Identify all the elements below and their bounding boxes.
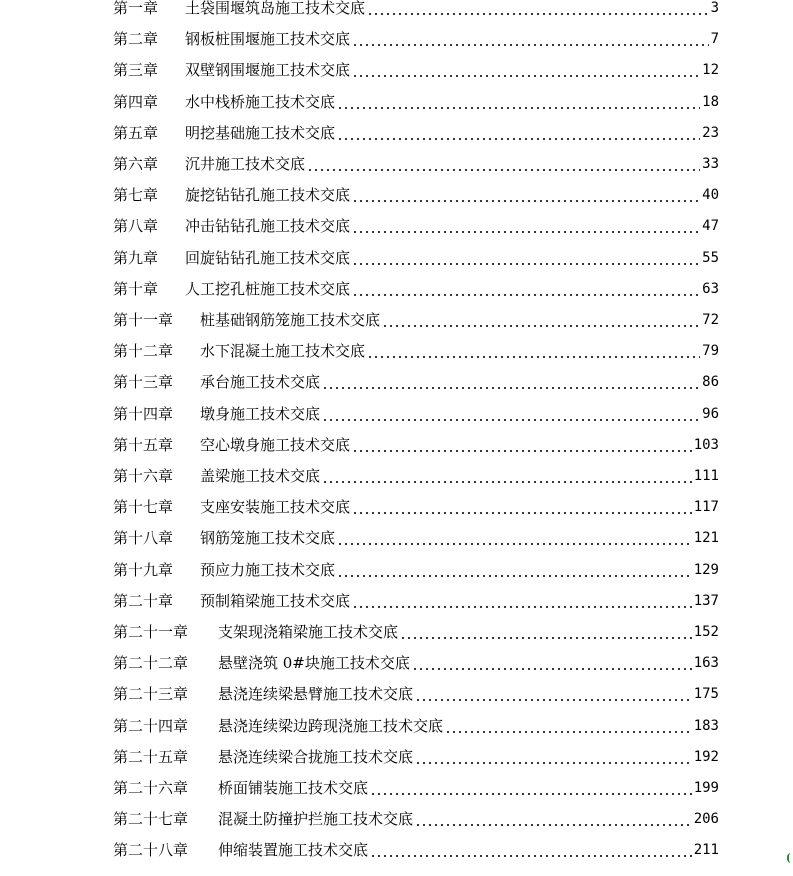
toc-chapter-number: 第一章 [113,0,159,17]
toc-chapter-number: 第十一章 [113,311,174,329]
toc-entry[interactable] [113,434,719,456]
toc-chapter-title: 空心墩身施工技术交底 [200,435,351,454]
toc-chapter-title: 支架现浇箱梁施工技术交底 [218,623,399,641]
toc-page-number: 206 [693,811,719,828]
toc-page-number: 175 [693,686,719,703]
toc-dot-leader [445,715,692,737]
toc-dot-leader [337,559,692,581]
toc-page-number: 3 [710,0,719,16]
toc-chapter-number: 第九章 [113,248,159,267]
toc-dot-leader [352,247,700,269]
toc-chapter-number: 第十七章 [113,498,174,517]
toc-page-number: 7 [710,31,719,48]
toc-dot-leader [370,777,692,799]
toc-chapter-number: 第十九章 [113,560,174,579]
toc-page-number: 55 [702,249,719,266]
toc-entry[interactable] [113,247,719,269]
toc-chapter-title: 人工挖孔桩施工技术交底 [185,279,351,298]
toc-chapter-number: 第五章 [113,123,159,142]
toc-page-number: 211 [693,842,719,859]
toc-page-number: 47 [702,218,719,235]
toc-chapter-title: 桥面铺装施工技术交底 [218,779,369,797]
toc-entry[interactable] [113,184,719,206]
toc-entry[interactable] [113,621,719,643]
toc-entry[interactable] [113,59,719,81]
toc-dot-leader [322,403,700,425]
toc-chapter-title: 水中栈桥施工技术交底 [185,92,336,111]
toc-entry[interactable] [113,465,719,487]
toc-entry[interactable] [113,527,719,549]
toc-chapter-number: 第二十八章 [113,841,189,860]
toc-chapter-title: 悬浇连续梁边跨现浇施工技术交底 [218,716,444,735]
toc-chapter-title: 钢筋笼施工技术交底 [200,529,336,548]
toc-dot-leader [352,59,700,81]
toc-chapter-title: 钢板桩围堰施工技术交底 [185,30,351,49]
toc-dot-leader [322,371,700,393]
toc-entry[interactable] [113,559,719,581]
toc-chapter-title: 盖梁施工技术交底 [200,467,321,485]
toc-dot-leader [400,621,692,643]
toc-chapter-number: 第十五章 [113,435,174,454]
toc-chapter-number: 第十八章 [113,529,174,548]
toc-dot-leader [322,465,692,487]
toc-chapter-number: 第十二章 [113,342,174,361]
toc-page-number: 79 [702,343,719,360]
toc-dot-leader [352,590,692,612]
toc-chapter-number: 第二十六章 [113,779,189,797]
toc-chapter-number: 第二十七章 [113,810,189,829]
toc-entry[interactable] [113,153,719,175]
toc-page-number: 103 [693,436,719,453]
toc-chapter-number: 第四章 [113,92,159,111]
toc-dot-leader [370,839,692,861]
toc-chapter-title: 悬壁浇筑 0#块施工技术交底 [218,654,410,673]
toc-chapter-number: 第二十二章 [113,654,189,673]
toc-entry[interactable] [113,715,719,737]
toc-chapter-title: 沉井施工技术交底 [185,155,306,173]
toc-page-number: 183 [693,717,719,734]
toc-chapter-number: 第二十五章 [113,747,189,766]
toc-entry[interactable] [113,777,719,799]
toc-chapter-title: 回旋钻钻孔施工技术交底 [185,248,351,267]
toc-dot-leader [337,91,700,113]
toc-chapter-title: 旋挖钻钻孔施工技术交底 [185,186,351,205]
toc-dot-leader [352,184,700,206]
toc-entry[interactable] [113,839,719,861]
toc-chapter-title: 悬浇连续梁合拢施工技术交底 [218,747,414,766]
toc-chapter-title: 土袋围堰筑岛施工技术交底 [185,0,366,17]
toc-chapter-title: 明挖基础施工技术交底 [185,123,336,142]
toc-chapter-number: 第三章 [113,61,159,80]
toc-dot-leader [352,28,709,50]
toc-page-number: 121 [693,530,719,547]
toc-chapter-number: 第十章 [113,279,159,298]
toc-chapter-title: 预制箱梁施工技术交底 [200,591,351,610]
toc-page-number: 33 [702,156,719,172]
toc-page-number: 12 [702,62,719,79]
toc-chapter-title: 水下混凝土施工技术交底 [200,342,366,361]
toc-chapter-number: 第二章 [113,30,159,49]
toc-dot-leader [415,683,692,705]
toc-chapter-title: 墩身施工技术交底 [200,404,321,423]
toc-page-number: 192 [693,748,719,765]
toc-dot-leader [415,746,692,768]
toc-chapter-number: 第十六章 [113,467,174,485]
toc-entry[interactable] [113,278,719,300]
toc-dot-leader [307,153,700,175]
toc-page-number: 23 [702,124,719,141]
toc-entry[interactable] [113,496,719,518]
toc-chapter-number: 第六章 [113,155,159,173]
toc-dot-leader [352,215,700,237]
toc-chapter-number: 第二十一章 [113,623,189,641]
toc-chapter-title: 悬浇连续梁悬臂施工技术交底 [218,685,414,704]
page-edge-marker [787,853,793,863]
toc-chapter-title: 桩基础钢筋笼施工技术交底 [200,311,381,329]
toc-dot-leader [352,278,700,300]
toc-page-number: 137 [693,592,719,609]
toc-page-number: 129 [693,561,719,578]
toc-page-number: 111 [693,468,719,484]
toc-entry[interactable] [113,340,719,362]
toc-entry[interactable] [113,746,719,768]
toc-entry[interactable] [113,652,719,674]
toc-chapter-number: 第二十四章 [113,716,189,735]
toc-page-number: 63 [702,280,719,297]
toc-page-number: 199 [693,780,719,796]
toc-dot-leader [352,434,692,456]
toc-entry[interactable] [113,371,719,393]
toc-entry[interactable] [113,0,719,19]
toc-dot-leader [337,122,700,144]
toc-dot-leader [382,309,700,331]
toc-entry[interactable] [113,309,719,331]
toc-chapter-number: 第十三章 [113,373,174,392]
toc-page-number: 96 [702,405,719,422]
toc-chapter-title: 冲击钻钻孔施工技术交底 [185,217,351,236]
toc-entry[interactable] [113,215,719,237]
toc-chapter-number: 第八章 [113,217,159,236]
toc-page-number: 117 [693,499,719,516]
toc-chapter-number: 第二十三章 [113,685,189,704]
toc-dot-leader [415,808,692,830]
toc-entry[interactable] [113,122,719,144]
toc-entry[interactable] [113,403,719,425]
toc-dot-leader [367,340,700,362]
toc-chapter-number: 第二十章 [113,591,174,610]
toc-page-number: 86 [702,374,719,391]
toc-dot-leader [367,0,709,19]
toc-dot-leader [337,527,692,549]
toc-entry[interactable] [113,28,719,50]
toc-chapter-title: 支座安装施工技术交底 [200,498,351,517]
toc-page-number: 40 [702,187,719,204]
toc-chapter-title: 承台施工技术交底 [200,373,321,392]
toc-chapter-title: 双壁钢围堰施工技术交底 [185,61,351,80]
toc-page-number: 72 [702,312,719,328]
toc-page-number: 18 [702,93,719,110]
toc-chapter-title: 混凝土防撞护拦施工技术交底 [218,810,414,829]
toc-dot-leader [352,496,692,518]
toc-chapter-number: 第七章 [113,186,159,205]
toc-page-number: 163 [693,655,719,672]
toc-entry[interactable] [113,808,719,830]
toc-dot-leader [412,652,692,674]
toc-chapter-number: 第十四章 [113,404,174,423]
toc-chapter-title: 伸缩装置施工技术交底 [218,841,369,860]
toc-entry[interactable] [113,683,719,705]
toc-entry[interactable] [113,590,719,612]
toc-page-number: 152 [693,624,719,640]
toc-entry[interactable] [113,91,719,113]
toc-chapter-title: 预应力施工技术交底 [200,560,336,579]
